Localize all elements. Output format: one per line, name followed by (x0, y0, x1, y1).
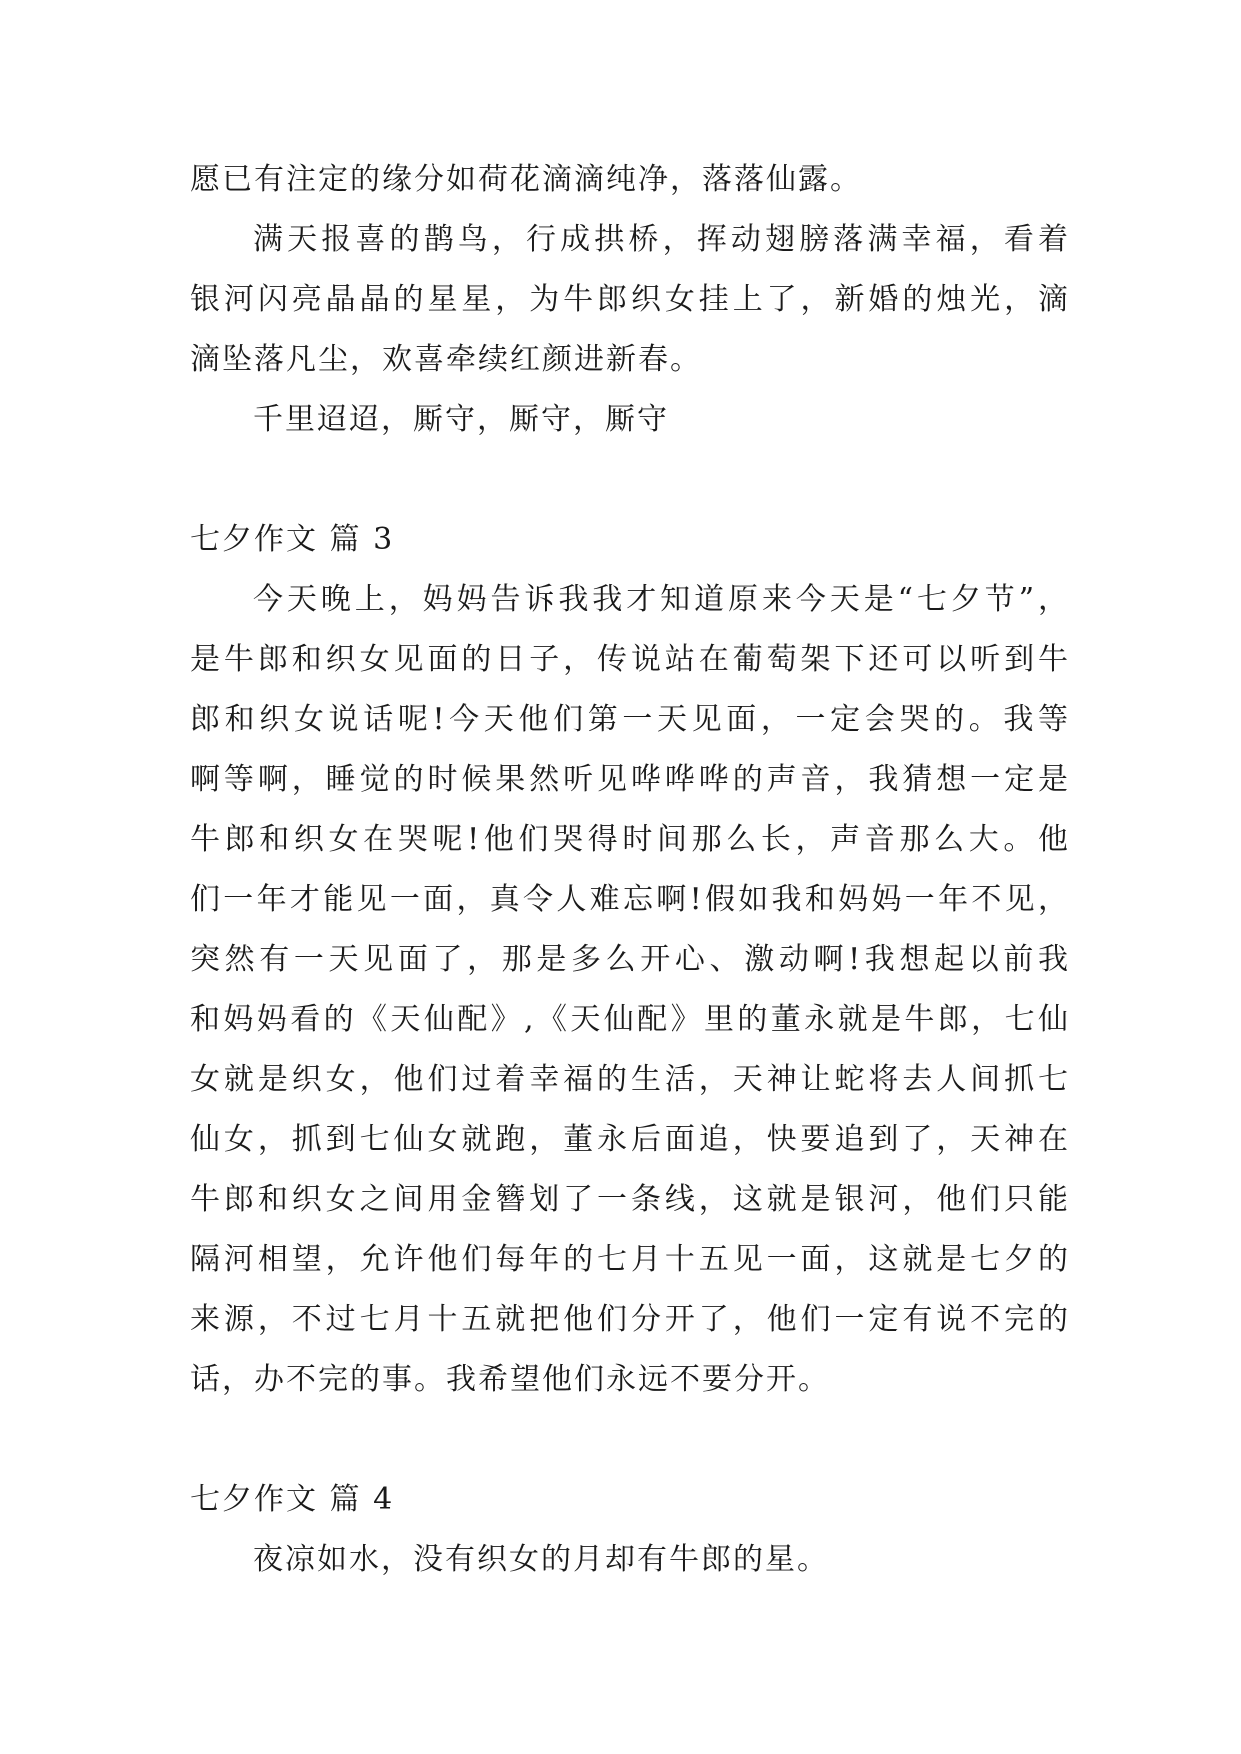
paragraph-line: 千里迢迢，厮守，厮守，厮守 (253, 402, 669, 437)
paragraph-line: 话，办不完的事。我希望他们永远不要分开。 (190, 1362, 830, 1397)
paragraph-line: 女就是织女，他们过着幸福的生活，天神让蛇将去人间抓七 (190, 1062, 1070, 1097)
paragraph-line: 们一年才能见一面，真令人难忘啊!假如我和妈妈一年不见， (190, 882, 1070, 917)
paragraph-line: 来源，不过七月十五就把他们分开了，他们一定有说不完的 (190, 1302, 1070, 1337)
paragraph-line: 和妈妈看的《天仙配》,《天仙配》里的董永就是牛郎，七仙 (190, 1002, 1070, 1037)
paragraph-line: 银河闪亮晶晶的星星，为牛郎织女挂上了，新婚的烛光，滴 (190, 282, 1070, 317)
paragraph-line: 满天报喜的鹊鸟，行成拱桥，挥动翅膀落满幸福，看着 (253, 222, 1070, 257)
paragraph-line: 啊等啊，睡觉的时候果然听见哗哗哗的声音，我猜想一定是 (190, 762, 1070, 797)
paragraph-line: 隔河相望，允许他们每年的七月十五见一面，这就是七夕的 (190, 1242, 1070, 1277)
paragraph-line: 牛郎和织女在哭呢!他们哭得时间那么长，声音那么大。他 (190, 822, 1070, 857)
paragraph-line: 牛郎和织女之间用金簪划了一条线，这就是银河，他们只能 (190, 1182, 1070, 1217)
paragraph-line: 愿已有注定的缘分如荷花滴滴纯净，落落仙露。 (190, 162, 862, 197)
document-page (190, 150, 1070, 1590)
paragraph-line: 夜凉如水，没有织女的月却有牛郎的星。 (253, 1542, 829, 1577)
paragraph-line: 是牛郎和织女见面的日子，传说站在葡萄架下还可以听到牛 (190, 642, 1070, 677)
paragraph-line: 仙女，抓到七仙女就跑，董永后面追，快要追到了，天神在 (190, 1122, 1070, 1157)
section-heading: 七夕作文 篇 3 (190, 522, 395, 557)
paragraph-line: 突然有一天见面了，那是多么开心、激动啊!我想起以前我 (190, 942, 1070, 977)
paragraph-line: 滴坠落凡尘，欢喜牵续红颜进新春。 (190, 342, 702, 377)
paragraph-line: 今天晚上，妈妈告诉我我才知道原来今天是“七夕节”， (253, 582, 1070, 617)
paragraph-line: 郎和织女说话呢!今天他们第一天见面，一定会哭的。我等 (190, 702, 1070, 737)
section-heading: 七夕作文 篇 4 (190, 1482, 395, 1517)
